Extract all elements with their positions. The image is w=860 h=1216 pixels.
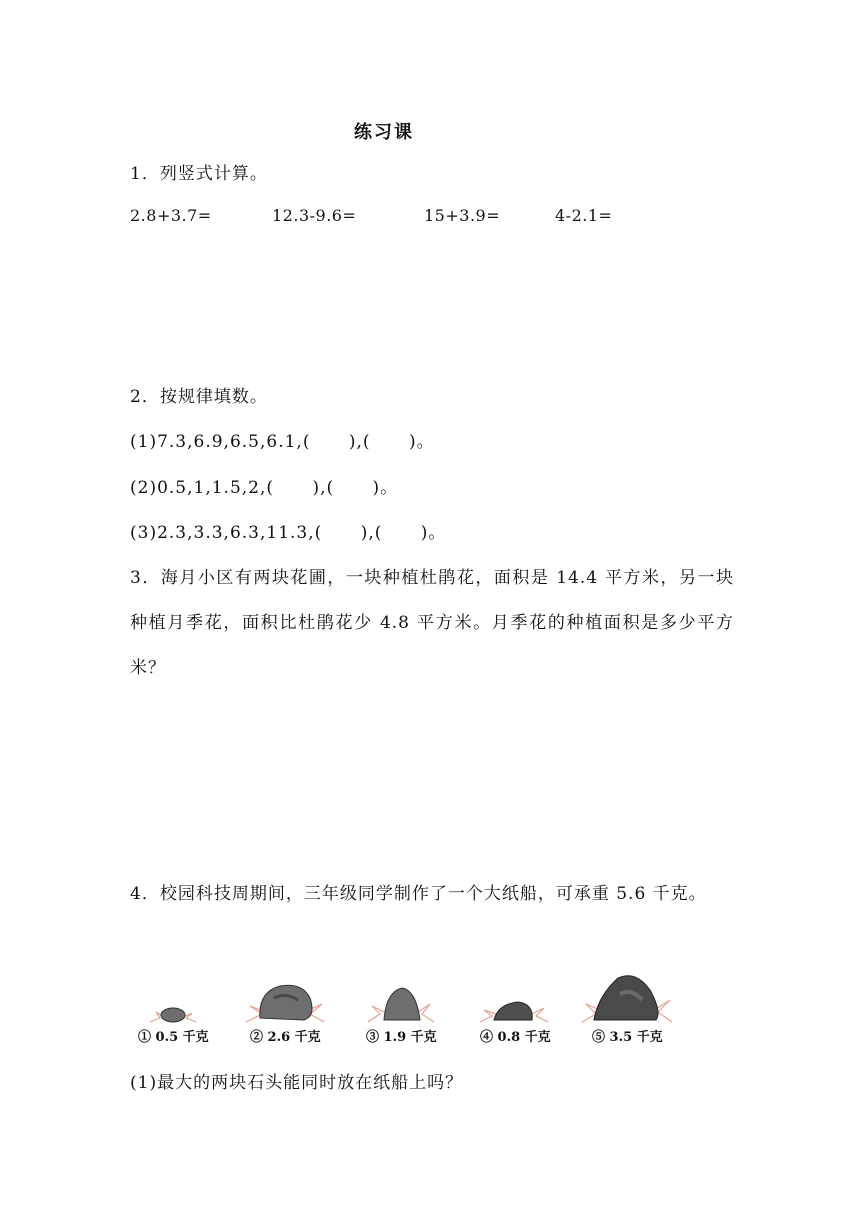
q4-sub1: (1)最大的两块石头能同时放在纸船上吗？ bbox=[130, 1073, 464, 1093]
q2-heading: 2．按规律填数。 bbox=[130, 387, 268, 407]
q2-item-1: (1)7.3,6.9,6.5,6.1,( ),( )。 bbox=[130, 432, 435, 452]
stone-2-image bbox=[244, 978, 326, 1024]
q1-expr-3: 15+3.9= bbox=[424, 206, 501, 225]
stone-4-label: ④ 0.8 千克 bbox=[480, 1030, 551, 1045]
stone-4-image bbox=[478, 996, 550, 1024]
stone-1-label: ① 0.5 千克 bbox=[138, 1030, 209, 1045]
stone-2-label: ② 2.6 千克 bbox=[250, 1030, 321, 1045]
q1-expr-4: 4-2.1= bbox=[555, 206, 613, 225]
stone-3-image bbox=[366, 982, 436, 1024]
q1-heading: 1．列竖式计算。 bbox=[130, 164, 268, 184]
q1-expr-2: 12.3-9.6= bbox=[272, 206, 357, 225]
stone-1-image bbox=[148, 1000, 198, 1024]
stones-figure bbox=[130, 966, 690, 1046]
stone-5-label: ⑤ 3.5 千克 bbox=[592, 1030, 663, 1045]
q4-text: 4．校园科技周期间，三年级同学制作了一个大纸船，可承重 5.6 千克。 bbox=[130, 884, 707, 904]
page-title: 练习课 bbox=[354, 122, 414, 143]
q1-expr-1: 2.8+3.7= bbox=[130, 206, 212, 225]
q2-item-2: (2)0.5,1,1.5,2,( ),( )。 bbox=[130, 478, 399, 498]
stone-3-label: ③ 1.9 千克 bbox=[366, 1030, 437, 1045]
stone-5-image bbox=[580, 970, 674, 1024]
q2-item-3: (3)2.3,3.3,6.3,11.3,( ),( )。 bbox=[130, 523, 447, 543]
q3-text: 3．海月小区有两块花圃，一块种植杜鹃花，面积是 14.4 平方米，另一块种植月季花，面积比杜鹃花少 4.8 平方米。月季花的种植面积是多少平方米？ bbox=[130, 568, 734, 678]
